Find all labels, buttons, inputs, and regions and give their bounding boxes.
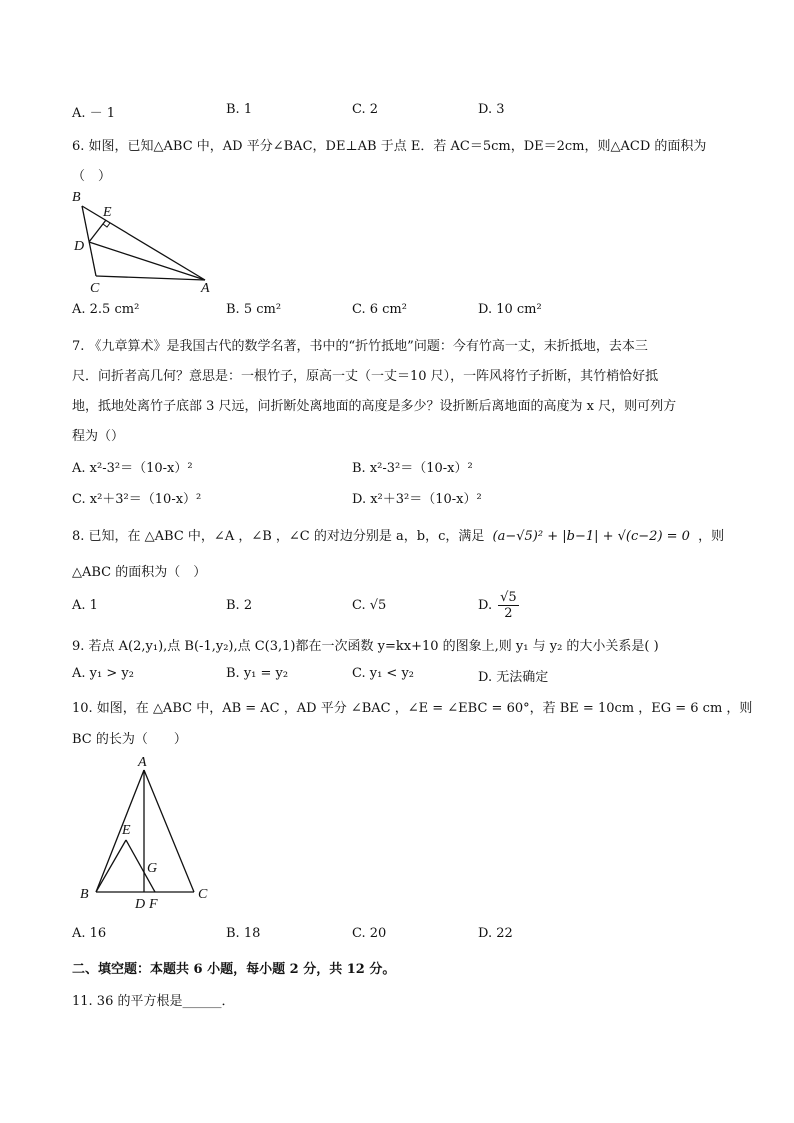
q5-option-a: A. － 1 xyxy=(72,106,116,121)
q8-option-d-fraction xyxy=(498,590,519,621)
q9-option-d: D. 无法确定 xyxy=(478,670,549,685)
q8-stem-end: ，则 xyxy=(698,529,725,544)
q6-label-b: B xyxy=(72,190,81,205)
q10-figure xyxy=(76,752,226,912)
q6-option-c: C. 6 cm² xyxy=(352,302,407,317)
q7-option-a: A. x²-3²＝（10-x）² xyxy=(72,461,193,476)
q9-option-b: B. y₁ = y₂ xyxy=(226,666,289,681)
q9-option-a: A. y₁ > y₂ xyxy=(72,666,134,681)
q8-option-a: A. 1 xyxy=(72,598,98,613)
q10-option-b: B. 18 xyxy=(226,926,261,941)
q10-option-d: D. 22 xyxy=(478,926,513,941)
q8-option-d-prefix: D. xyxy=(478,598,493,613)
q6-option-b: B. 5 cm² xyxy=(226,302,282,317)
q6-label-c: C xyxy=(90,281,100,294)
q8-stem: 8. 已知，在 △ABC 中，∠A ，∠B ，∠C 的对边分别是 a，b，c，满足 xyxy=(72,529,485,544)
section-heading: 二、填空题：本题共 6 小题，每小题 2 分，共 12 分。 xyxy=(72,962,396,977)
q10-label-a: A xyxy=(138,755,147,770)
q10-label-f: F xyxy=(149,897,158,912)
q10-option-a: A. 16 xyxy=(72,926,107,941)
q10-label-e: E xyxy=(122,823,131,838)
q5-option-d: D. 3 xyxy=(478,102,505,117)
q6-label-a: A xyxy=(201,281,210,294)
q7-option-b: B. x²-3²＝（10-x）² xyxy=(352,461,473,476)
q9-option-c: C. y₁ < y₂ xyxy=(352,666,415,681)
q10-label-d: D xyxy=(135,897,146,912)
q8-option-b: B. 2 xyxy=(226,598,253,613)
q8-line-2: △ABC 的面积为（ ） xyxy=(72,565,207,580)
q10-line-2: BC 的长为（ ） xyxy=(72,732,187,747)
q8-option-d xyxy=(478,590,519,621)
q7-line-4: 程为（） xyxy=(72,429,125,444)
q10-option-c: C. 20 xyxy=(352,926,387,941)
q9-stem: 9. 若点 A(2,y₁),点 B(-1,y₂),点 C(3,1)都在一次函数 y=kx+10 的图象上,则 y₁ 与 y₂ 的大小关系是( ) xyxy=(72,639,659,654)
q10-label-b: B xyxy=(80,887,89,902)
q7-line-2: 尺．问折者高几何？意思是：一根竹子，原高一丈（一丈＝10 尺），一阵风将竹子折断，其竹梢恰好抵 xyxy=(72,369,659,384)
q8-line-1 xyxy=(72,525,724,544)
q6-option-d: D. 10 cm² xyxy=(478,302,542,317)
q5-option-b: B. 1 xyxy=(226,102,253,117)
q6-paren: （ ） xyxy=(72,169,112,184)
q5-option-c: C. 2 xyxy=(352,102,379,117)
q7-line-3: 地，抵地处离竹子底部 3 尺远，问折断处离地面的高度是多少？设折断后离地面的高度为 x 尺，则可列方 xyxy=(72,399,677,414)
q6-label-e: E xyxy=(103,205,112,220)
q7-option-c: C. x²＋3²＝（10-x）² xyxy=(72,492,202,507)
q6-stem: 6. 如图，已知△ABC 中，AD 平分∠BAC，DE⊥AB 于点 E．若 AC＝5cm，DE＝2cm，则△ACD 的面积为 xyxy=(72,139,707,154)
q8-option-c: C. √5 xyxy=(352,598,387,613)
q8-equation: (a−√5)² + |b−1| + √(c−2) = 0 xyxy=(492,529,690,544)
q10-line-1: 10. 如图，在 △ABC 中，AB = AC ，AD 平分 ∠BAC ，∠E = ∠EBC = 60°，若 BE = 10cm ，EG = 6 cm ，则 xyxy=(72,701,753,716)
q10-label-g: G xyxy=(147,861,158,876)
q10-label-c: C xyxy=(198,887,208,902)
q6-label-d: D xyxy=(74,239,85,254)
q6-figure xyxy=(70,188,220,294)
q7-option-d: D. x²＋3²＝（10-x）² xyxy=(352,492,482,507)
q6-option-a: A. 2.5 cm² xyxy=(72,302,140,317)
q8-option-d-denominator: 2 xyxy=(504,606,513,621)
q11-stem: 11. 36 的平方根是______． xyxy=(72,994,235,1009)
q8-option-d-numerator: √5 xyxy=(500,590,517,605)
q7-line-1: 7. 《九章算术》是我国古代的数学名著，书中的“折竹抵地”问题：今有竹高一丈，末折抵地，去本三 xyxy=(72,339,648,354)
